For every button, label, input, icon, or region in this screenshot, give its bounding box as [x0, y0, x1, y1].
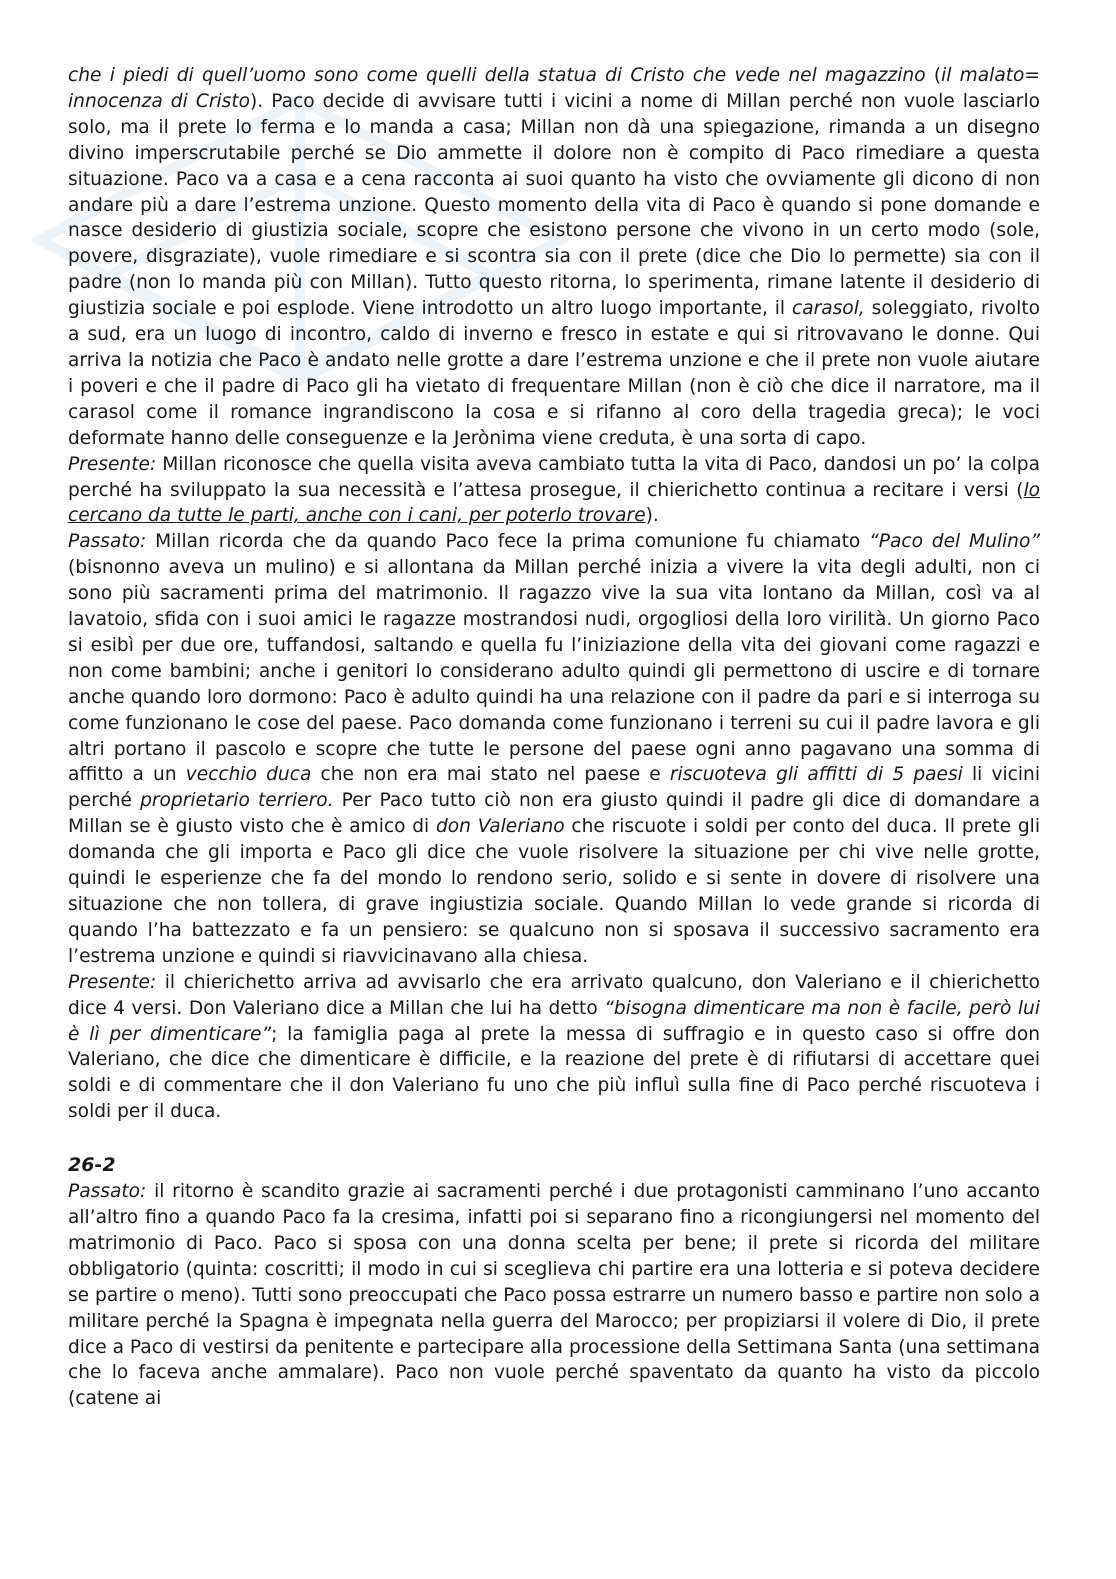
paragraph [68, 529, 1040, 969]
styled-text-run: “bisogna dimenticare ma non è facile, però lui è lì per dimenticare” [68, 997, 1040, 1045]
section-heading: 26-2 [68, 1154, 116, 1177]
styled-text-run: don Valeriano [435, 816, 565, 838]
text-run: Millan ricorda che da quando Paco fece la prima comunione fu chiamato [146, 531, 870, 553]
text-run: ). Paco decide di avvisare tutti i vicini a nome di Millan perché non vuole lasciarlo solo, ma il prete lo ferma e lo manda a casa; Millan non dà una spiegazione, rimanda a un disegno divino imperscrutabile perché se Dio ammette il dolore non è compito di Paco rimediare a questa situazione. Paco va a casa e a cena racconta ai suoi quanto ha visto che ovviamente gli dicono di non andare più a dare l’estrema unzione. Questo momento della vita di Paco è quando si pone domande e nasce desiderio di giustizia sociale, scopre che esistono persone che vivono in un certo modo (sole, povere, disgraziate), vuole rimediare e si scontra sia con il prete (dice che Dio lo permette) sia con il padre (non lo manda più con Millan). Tutto questo ritorna, lo sperimenta, rimane latente il desiderio di giustizia sociale e poi esplode. Viene introdotto un altro luogo importante, il [68, 90, 1040, 320]
styled-text-run: Presente: [68, 453, 157, 475]
styled-text-run: proprietario terriero. [140, 790, 334, 812]
styled-text-run: “Paco del Mulino” [869, 531, 1040, 553]
text-run: Millan riconosce che quella visita aveva cambiato tutta la vita di Paco, dandosi un po’ la colpa perché ha sviluppato la sua necessità e l’attesa prosegue, il chierichetto continua a recitare i versi ( [68, 453, 1040, 501]
text-run: che non era mai stato nel paese e [311, 764, 670, 786]
paragraph [68, 1179, 1040, 1412]
paragraph [68, 970, 1040, 1125]
styled-text-run: Presente: [68, 971, 157, 993]
text-run: ; la famiglia paga al prete la messa di suffragio e in questo caso si offre don Valeriano, che dice che dimenticare è difficile, e la reazione del prete è di rifiutarsi di accettare quei soldi e di commentare che il don Valeriano fu uno che più influì sulla fine di Paco perché riscuoteva i soldi per il duca. [68, 1023, 1040, 1123]
styled-text-run: lo cercano da tutte le parti, anche con i cani, per poterlo trovare [68, 479, 1040, 527]
text-run: il chierichetto arriva ad avvisarlo che era arrivato qualcuno, don Valeriano e il chierichetto dice 4 versi. Don Valeriano dice a Millan che lui ha detto [68, 971, 1040, 1019]
text-run: il ritorno è scandito grazie ai sacramenti perché i due protagonisti camminano l’uno accanto all’altro fino a quando Paco fa la cresima, infatti poi si separano fino a ricongiungersi nel momento del matrimonio di Paco. Paco si sposa con una donna scelta per bene; il prete si ricorda del militare obbligatorio (quinta: coscritti; il modo in cui si sceglieva chi partire era una lotteria e si poteva decidere se partire o meno). Tutti sono preoccupati che Paco possa estrarre un numero basso e partire non solo a militare perché la Spagna è impegnata nella guerra del Marocco; per propiziarsi il volere di Dio, il prete dice a Paco di vestirsi da penitente e partecipare alla processione della Settimana Santa (una settimana che lo faceva anche ammalare). Paco non vuole perché spaventato da quanto ha visto da piccolo (catene ai [68, 1181, 1040, 1410]
paragraph [68, 63, 1040, 452]
styled-text-run: carasol, [791, 298, 865, 320]
styled-text-run: vecchio duca [185, 764, 312, 786]
paragraph [68, 452, 1040, 530]
styled-text-run: il malato= innocenza di Cristo [68, 65, 1040, 112]
text-run: soleggiato, rivolto a sud, era un luogo di incontro, caldo di inverno e fresco in estate e qui si ritrovavano le donne. Qui arriva la notizia che Paco è andato nelle grotte a dare l’estrema unzione e che il prete non vuole aiutare i poveri e che il padre di Paco gli ha vietato di frequentare Millan (non è ciò che dice il narratore, ma il carasol come il romance ingrandiscono la cosa e si rifanno al coro della tragedia greca); le voci deformate hanno delle conseguenze e la Jerònima viene creduta, è una sorta di capo. [68, 298, 1040, 449]
text-run: (bisnonno aveva un mulino) e si allontana da Millan perché inizia a vivere la vita degli adulti, non ci sono più sacramenti prima del matrimonio. Il ragazzo vive la sua vita lontano da Millan, così va al lavatoio, sfida con i suoi amici le ragazze mostrandosi nudi, orgogliosi della loro virilità. Un giorno Paco si esibì per due ore, tuffandosi, saltando e quella fu l’iniziazione della vita dei giovani come ragazzi e non come bambini; anche i genitori lo considerano adulto quindi gli permettono di uscire e di tornare anche quando loro dormono: Paco è adulto quindi ha una relazione con il padre da pari e si interroga su come funzionano le cose del paese. Paco domanda come funzionano i terreni su cui il padre lavora e gli altri portano il pascolo e scopre che tutte le persone del paese ogni anno pagavano una somma di affitto a un [68, 557, 1040, 786]
text-run: ( [925, 65, 942, 86]
styled-text-run: Passato: [68, 1181, 147, 1203]
document-body [68, 63, 1040, 1412]
styled-text-run: che i piedi di quell’uomo sono come quelli della statua di Cristo che vede nel magazzino [68, 65, 926, 86]
styled-text-run: riscuoteva gli affitti di 5 paesi [669, 764, 963, 786]
styled-text-run: Passato: [68, 531, 147, 553]
text-run: li vicini perché [68, 764, 1040, 812]
text-run: che riscuote i soldi per conto del duca. Il prete gli domanda che gli importa e Paco gli dice che vuole risolvere la situazione per chi vive nelle grotte, quindi le esperienze che fa del mondo lo rendono serio, solido e si sente in dovere di risolvere una situazione che non tollera, di grave ingiustizia sociale. Quando Millan lo vede grande si ricorda di quando l’ha battezzato e fa un pensiero: se qualcuno non si sposava il successivo sacramento era l’estrema unzione e quindi si riavvicinavano alla chiesa. [68, 816, 1040, 967]
text-run: Per Paco tutto ciò non era giusto quindi il padre gli dice di domandare a Millan se è giusto visto che è amico di [68, 790, 1040, 838]
text-run: ). [645, 505, 659, 527]
